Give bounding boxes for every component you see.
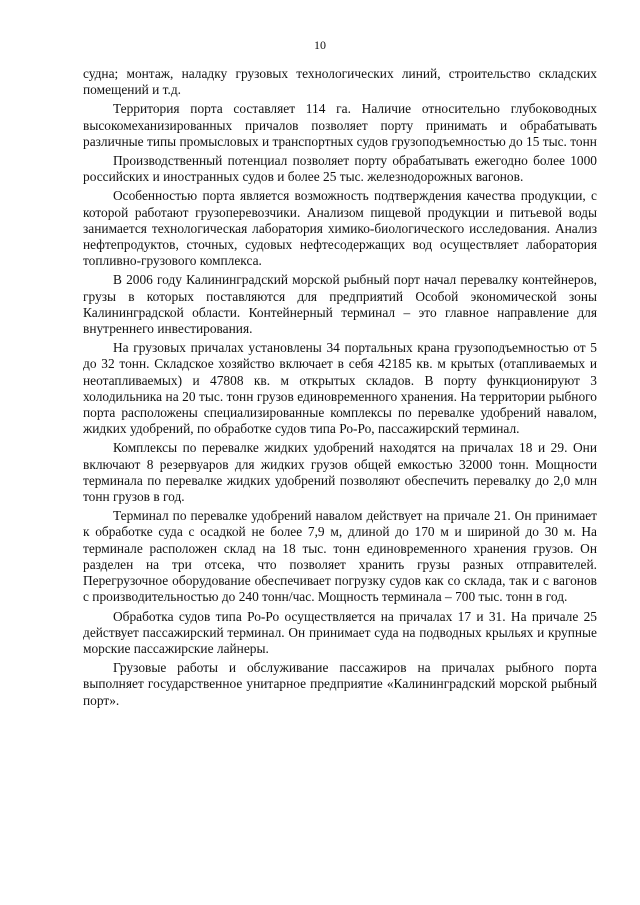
paragraph-4: Особенностью порта является возможность подтверждения качества продукции, с которой работают грузоперевозчики. Анализом пищевой продукции и питьевой воды занимается технологическая лаборатория химико-биологического исследования. Анализ нефтепродуктов, сточных, судовых нефтесодержащих вод осуществляет лаборатория топливно-грузового комплекса. — [83, 188, 597, 269]
paragraph-1: судна; монтаж, наладку грузовых технологических линий, строительство складских помещений и т.д. — [83, 66, 597, 98]
paragraph-8: Терминал по перевалке удобрений навалом действует на причале 21. Он принимает к обработке суда с осадкой не более 7,9 м, длиной до 170 м и шириной до 30 м. На терминале расположен склад на 18 тыс. тонн единовременного хранения грузов. Он разделен на три отсека, что позволяет хранить грузы разных отправителей. Перегрузочное оборудование обеспечивает погрузку судов как со склада, так и с вагонов с производительностью до 240 тонн/час. Мощность терминала – 700 тыс. тонн в год. — [83, 508, 597, 605]
paragraph-2: Территория порта составляет 114 га. Наличие относительно глубоководных высокомеханизированных причалов позволяет порту принимать и обрабатывать различные типы промысловых и транспортных судов грузоподъемностью до 15 тыс. тонн — [83, 101, 597, 149]
paragraph-9: Обработка судов типа Ро-Ро осуществляется на причалах 17 и 31. На причале 25 действует пассажирский терминал. Он принимает суда на подводных крыльях и крупные морские пассажирские лайнеры. — [83, 608, 597, 656]
paragraph-7: Комплексы по перевалке жидких удобрений находятся на причалах 18 и 29. Они включают 8 резервуаров для жидких грузов общей емкостью 32000 тонн. Мощности терминала по перевалке жидких удобрений позволяют обеспечить перевалку до 2,0 млн тонн грузов в год. — [83, 440, 597, 505]
paragraph-5: В 2006 году Калининградский морской рыбный порт начал перевалку контейнеров, грузы в которых поставляются для предприятий Особой экономической зоны Калининградской области. Контейнерный терминал – это главное направление для внутреннего инвестирования. — [83, 272, 597, 337]
paragraph-6: На грузовых причалах установлены 34 портальных крана грузоподъемностью от 5 до 32 тонн. Складское хозяйство включает в себя 42185 кв. м крытых (отапливаемых и неотапливаемых) и 47808 кв. м открытых складов. В порту функционируют 3 холодильника на 20 тыс. тонн грузов единовременного хранения. На территории рыбного порта расположены специализированные комплексы по перевалке удобрений навалом, жидких удобрений, по обработке судов типа Ро-Ро, пассажирский терминал. — [83, 340, 597, 437]
paragraph-10: Грузовые работы и обслуживание пассажиров на причалах рыбного порта выполняет государственное унитарное предприятие «Калининградский морской рыбный порт». — [83, 660, 597, 708]
paragraph-3: Производственный потенциал позволяет порту обрабатывать ежегодно более 1000 российских и иностранных судов и более 25 тыс. железнодорожных вагонов. — [83, 153, 597, 185]
page-number: 10 — [314, 38, 326, 52]
document-body — [83, 66, 597, 712]
